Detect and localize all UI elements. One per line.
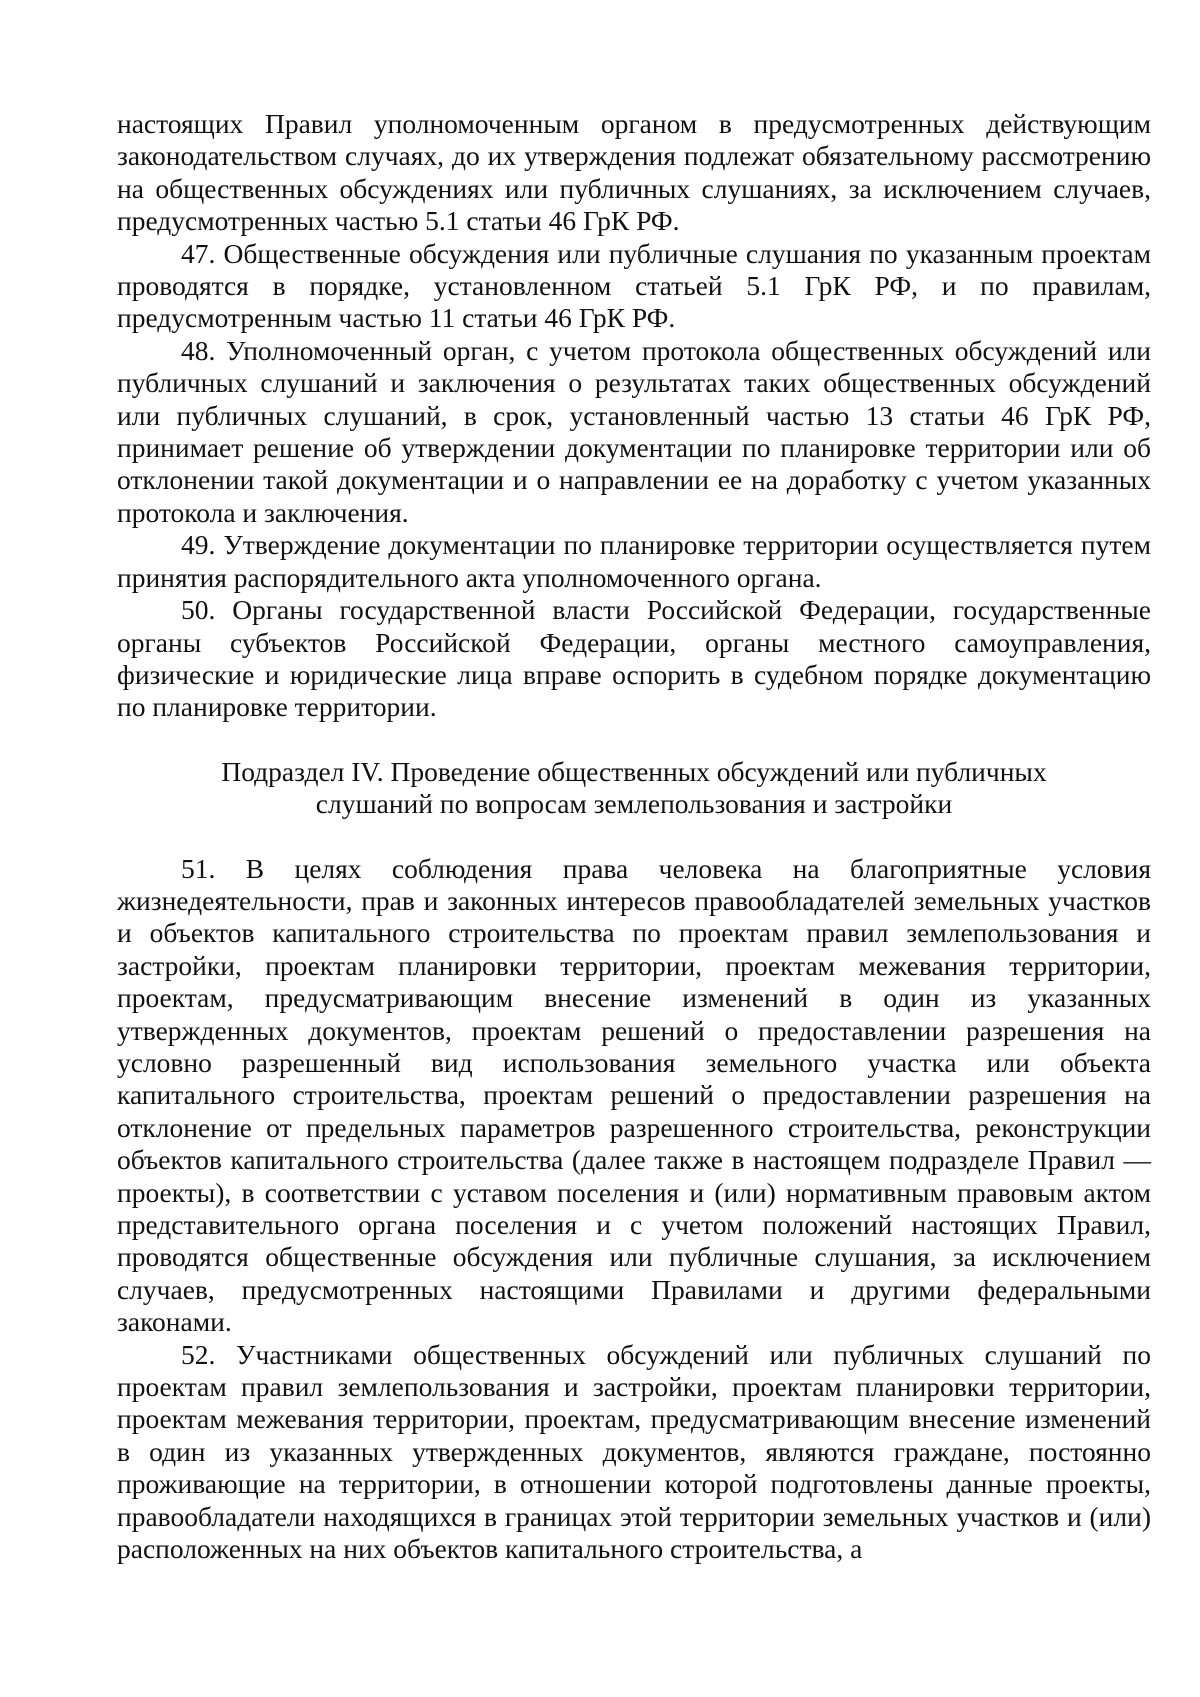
paragraph-47: 47. Общественные обсуждения или публичные слушания по указанным проектам проводятся в порядке, установленном статьей 5.1 ГрК РФ, и по правилам, предусмотренным частью 11 статьи 46 ГрК РФ. [117, 237, 1151, 334]
paragraph-50: 50. Органы государственной власти Российской Федерации, государственные органы субъектов Российской Федерации, органы местного самоуправления, физические и юридические лица вправе оспорить в судебном порядке документацию по планировке территории. [117, 594, 1151, 723]
paragraph-48: 48. Уполномоченный орган, с учетом протокола общественных обсуждений или публичных слушаний и заключения о результатах таких общественных обсуждений или публичных слушаний, в срок, установленный частью 13 статьи 46 ГрК РФ, принимает решение об утверждении документации по планировке территории или об отклонении такой документации и о направлении ее на доработку с учетом указанных протокола и заключения. [117, 334, 1151, 528]
paragraph-49: 49. Утверждение документации по планировке территории осуществляется путем принятия распорядительного акта уполномоченного органа. [117, 529, 1151, 593]
subsection-heading-line-2: слушаний по вопросам землепользования и застройки [315, 788, 953, 820]
paragraph-46-continuation: настоящих Правил уполномоченным органом в предусмотренных действующим законодательством случаях, до их утверждения подлежат обязательному рассмотрению на общественных обсуждениях или публичных слушаниях, за исключением случаев, предусмотренных частью 5.1 статьи 46 ГрК РФ. [117, 108, 1151, 237]
paragraph-51: 51. В целях соблюдения права человека на благоприятные условия жизнедеятельности, прав и законных интересов правообладателей земельных участков и объектов капитального строительства по проектам правил землепользования и застройки, проектам планировки территории, проектам межевания территории, проектам, предусматривающим внесение изменений в один из указанных утвержденных документов, проектам решений о предоставлении разрешения на условно разрешенный вид использования земельного участка или объекта капитального строительства, проектам решений о предоставлении разрешения на отклонение от предельных параметров разрешенного строительства, реконструкции объектов капитального строительства (далее также в настоящем подразделе Правил — проекты), в соответствии с уставом поселения и (или) нормативным правовым актом представительного органа поселения и с учетом положений настоящих Правил, проводятся общественные обсуждения или публичные слушания, за исключением случаев, предусмотренных настоящими Правилами и другими федеральными законами. [117, 852, 1151, 1338]
subsection-heading-line-1: Подраздел IV. Проведение общественных обсуждений или публичных [221, 755, 1047, 787]
document-page [117, 108, 1151, 1565]
subsection-heading [117, 724, 1151, 853]
paragraph-52: 52. Участниками общественных обсуждений или публичных слушаний по проектам правил землепользования и застройки, проектам планировки территории, проектам межевания территории, проектам, предусматривающим внесение изменений в один из указанных утвержденных документов, являются граждане, постоянно проживающие на территории, в отношении которой подготовлены данные проекты, правообладатели находящихся в границах этой территории земельных участков и (или) расположенных на них объектов капитального строительства, а [117, 1338, 1151, 1565]
